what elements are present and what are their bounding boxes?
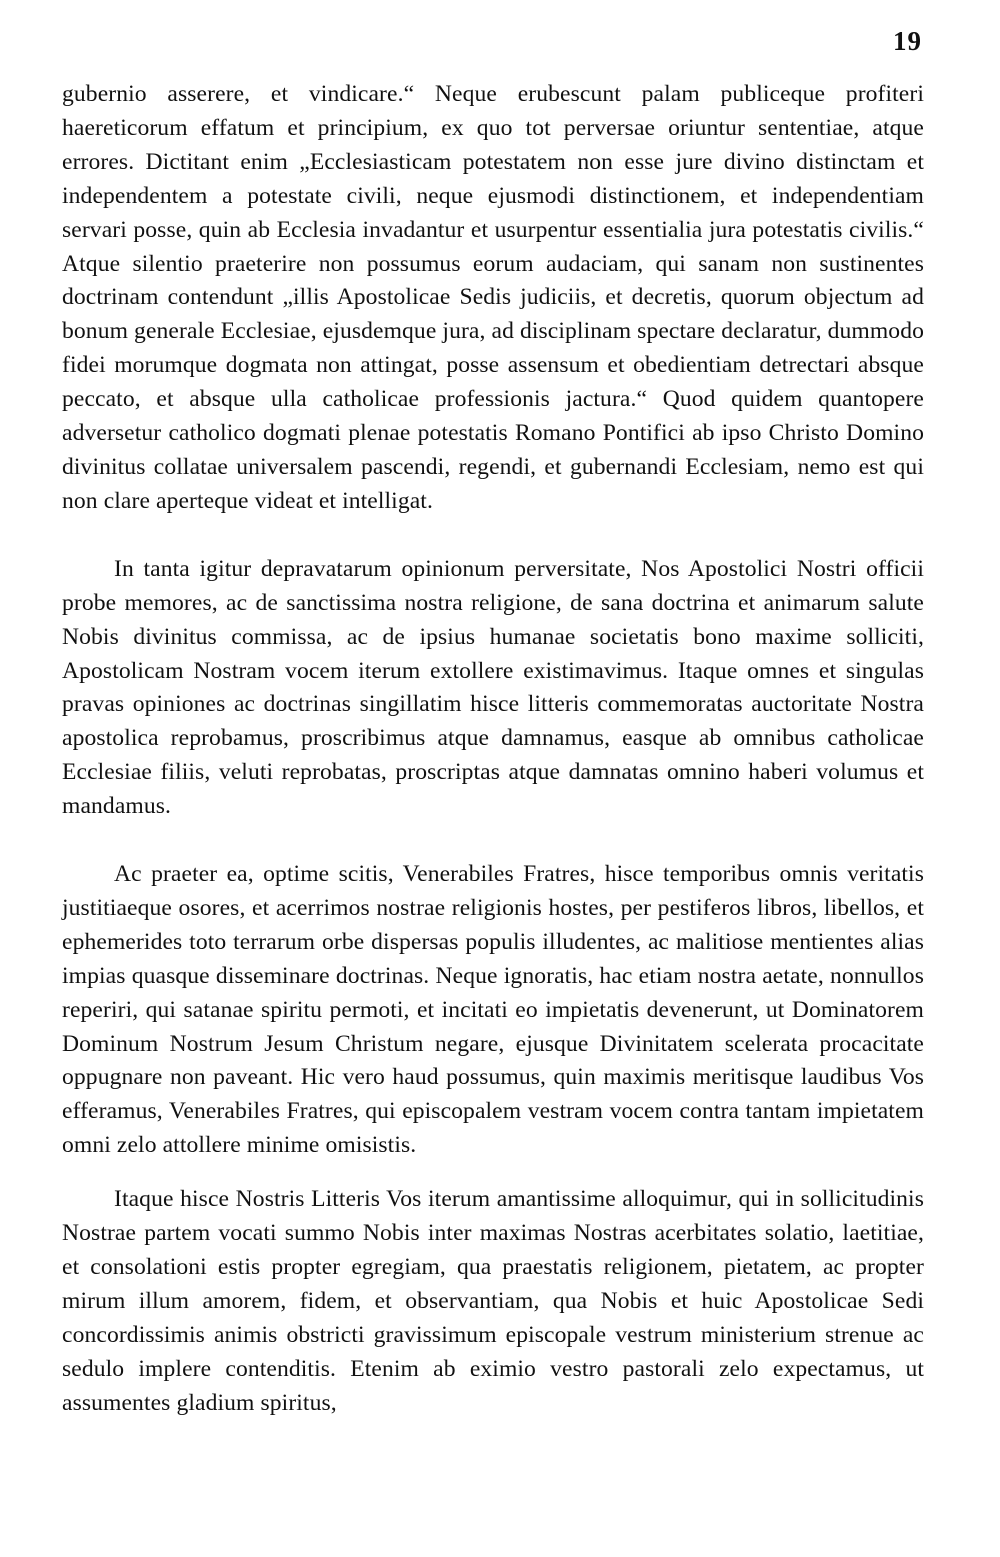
body-text <box>62 78 924 1421</box>
paragraph-3: Ac praeter ea, optime scitis, Venerabiles Fratres, hisce temporibus omnis veritatis justitiaeque osores, et acerrimos nostrae religionis hostes, per pestiferos libros, libellos, et ephemerides toto terrarum orbe dispersas populis illudentes, ac malitiose mentientes alias impias quasque disseminare doctrinas. Neque ignoratis, hac etiam nostra aetate, nonnullos reperiri, qui satanae spiritu permoti, et incitati eo impietatis devenerunt, ut Dominatorem Dominum Nostrum Jesum Christum negare, ejusque Divinitatem scelerata procacitate oppugnare non paveant. Hic vero haud possumus, quin maximis meritisque laudibus Vos efferamus, Venerabiles Fratres, qui episcopalem vestram vocem contra tantam impietatem omni zelo attollere minime omisistis. <box>62 861 924 1159</box>
paragraph-4: Itaque hisce Nostris Litteris Vos iterum amantissime alloquimur, qui in sollicitudinis Nostrae partem vocati summo Nobis inter maximas Nostras acerbitates solatio, laetitiae, et consolationi estis propter egregiam, qua praestatis religionem, pietatem, ac propter mirum illum amorem, fidem, et observantiam, qua Nobis et huic Apostolicae Sedi concordissimis animis obstricti gravissimum episcopale vestrum ministerium strenue ac sedulo implere contenditis. Etenim ab eximio vestro pastorali zelo expectamus, ut assumentes gladium spiritus, <box>62 1186 924 1416</box>
paragraph-1: gubernio asserere, et vindicare.“ Neque erubescunt palam publiceque profiteri haereticorum effatum et principium, ex quo tot perversae oriuntur sententiae, atque errores. Dictitant enim „Ecclesiasticam potestatem non esse jure divino distinctam et independentem a potestate civili, neque ejusmodi distinctionem, et independentiam servari posse, quin ab Ecclesia invadantur et usurpentur essentialia jura potestatis civilis.“ Atque silentio praeterire non possumus eorum audaciam, qui sanam non sustinentes doctrinam contendunt „illis Apostolicae Sedis judiciis, et decretis, quorum objectum ad bonum generale Ecclesiae, ejusdemque jura, ad disciplinam spectare declaratur, dummodo fidei morumque dogmata non attingat, posse assensum et obedientiam detrectari absque peccato, et absque ulla catholicae professionis jactura.“ Quod quidem quantopere adversetur catholico dogmati plenae potestatis Romano Pontifici ab ipso Christo Domino divinitus collatae universalem pascendi, regendi, et gubernandi Ecclesiam, nemo est qui non clare aperteque videat et intelligat. <box>62 81 924 514</box>
paragraph-2: In tanta igitur depravatarum opinionum perversitate, Nos Apostolici Nostri officii probe memores, ac de sanctissima nostra religione, de sana doctrina et animarum salute Nobis divinitus commissa, ac de ipsius humanae societatis bono maxime solliciti, Apostolicam Nostram vocem iterum extollere existimavimus. Itaque omnes et singulas pravas opiniones ac doctrinas singillatim hisce litteris commemoratas auctoritate Nostra apostolica reprobamus, proscribimus atque damnamus, easque ab omnibus catholicae Ecclesiae filiis, veluti reprobatas, proscriptas atque damnatas omnino haberi volumus et mandamus. <box>62 555 924 820</box>
page-number: 19 <box>893 26 922 56</box>
